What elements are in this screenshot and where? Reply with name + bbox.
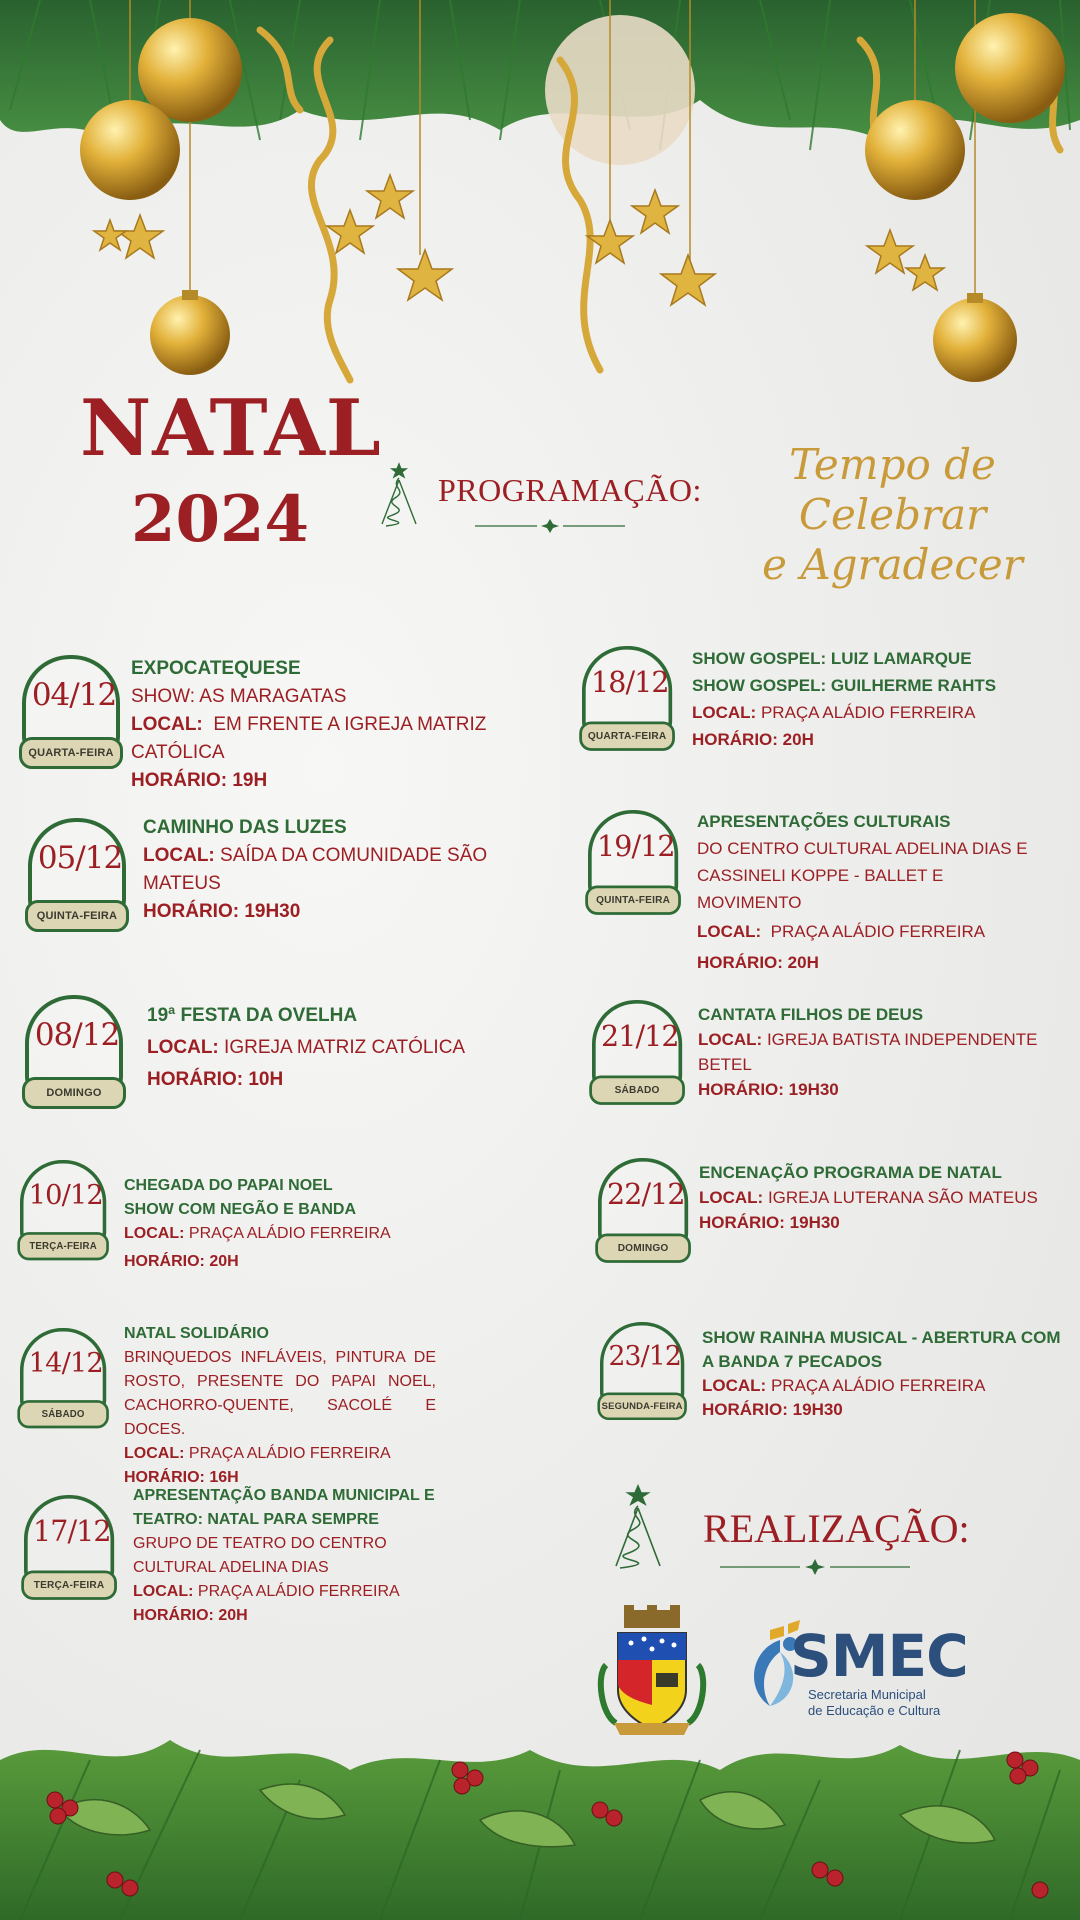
event-horario: HORÁRIO: 10H bbox=[147, 1069, 284, 1090]
date-badge bbox=[20, 1160, 112, 1259]
event-local-value: IGREJA MATRIZ CATÓLICA bbox=[224, 1037, 466, 1058]
event-details bbox=[147, 1000, 507, 1096]
local-key: LOCAL: bbox=[702, 1376, 767, 1395]
event-local-value: PRAÇA ALÁDIO FERREIRA bbox=[770, 1376, 986, 1395]
event-weekday: QUARTA-FEIRA bbox=[579, 721, 675, 750]
event-horario: HORÁRIO: 19H30 bbox=[143, 901, 301, 922]
local-key: LOCAL: bbox=[143, 845, 215, 866]
event-details bbox=[697, 808, 1047, 976]
event-date: 10/12 bbox=[28, 1179, 103, 1212]
event-title: EXPOCATEQUESE bbox=[131, 658, 301, 679]
event-weekday: QUARTA-FEIRA bbox=[19, 737, 123, 769]
event-local bbox=[124, 1222, 464, 1246]
event-local-value: PRAÇA ALÁDIO FERREIRA bbox=[197, 1583, 400, 1600]
event-date: 18/12 bbox=[591, 666, 669, 700]
date-badge bbox=[582, 646, 678, 749]
event-title: NATAL SOLIDÁRIO bbox=[124, 1325, 269, 1342]
event-weekday: SÁBADO bbox=[17, 1400, 109, 1428]
event-weekday: SÁBADO bbox=[589, 1075, 685, 1104]
local-key: LOCAL: bbox=[697, 922, 762, 941]
date-badge bbox=[592, 1000, 688, 1103]
slogan-line-1: Tempo de Celebrar bbox=[789, 440, 996, 539]
event-title: APRESENTAÇÕES CULTURAIS bbox=[697, 812, 951, 831]
christmas-tree-icon bbox=[598, 1482, 678, 1572]
slogan-line-2: e Agradecer bbox=[762, 540, 1023, 589]
event-title-2: A BANDA 7 PECADOS bbox=[702, 1352, 883, 1371]
event-local-value: PRAÇA ALÁDIO FERREIRA bbox=[188, 1225, 391, 1242]
event-date: 21/12 bbox=[601, 1020, 679, 1054]
event-title-2: TEATRO: NATAL PARA SEMPRE bbox=[133, 1511, 379, 1528]
event-extra: BRINQUEDOS INFLÁVEIS, PINTURA DE ROSTO, PRESENTE DO PAPAI NOEL, CACHORRO-QUENTE, SACOLÉ E DOCES. bbox=[124, 1349, 436, 1438]
event-weekday: SEGUNDA-FEIRA bbox=[597, 1393, 686, 1421]
event-title-2: SHOW COM NEGÃO E BANDA bbox=[124, 1201, 356, 1218]
event-local-value: IGREJA LUTERANA SÃO MATEUS bbox=[767, 1188, 1038, 1207]
event-local bbox=[124, 1442, 436, 1466]
event-local bbox=[143, 842, 503, 898]
event-title: SHOW GOSPEL: LUIZ LAMARQUE bbox=[692, 649, 972, 668]
local-key: LOCAL: bbox=[692, 703, 757, 722]
date-badge bbox=[588, 810, 684, 913]
ornaments-garland bbox=[0, 0, 1080, 400]
event-details bbox=[698, 1002, 1078, 1102]
page-year: 2024 bbox=[130, 482, 310, 557]
event-title: CAMINHO DAS LUZES bbox=[143, 817, 347, 838]
event-title: APRESENTAÇÃO BANDA MUNICIPAL E bbox=[133, 1487, 435, 1504]
event-local bbox=[147, 1032, 507, 1064]
event-local-value: IGREJA BATISTA INDEPENDENTE BETEL bbox=[698, 1030, 1038, 1074]
slogan bbox=[715, 440, 1070, 590]
event-local bbox=[131, 711, 561, 767]
page-title: NATAL bbox=[80, 383, 382, 474]
event-weekday: QUINTA-FEIRA bbox=[585, 885, 681, 914]
local-key: LOCAL: bbox=[698, 1030, 763, 1049]
event-date: 22/12 bbox=[607, 1178, 685, 1212]
event-date: 23/12 bbox=[608, 1340, 681, 1372]
date-badge bbox=[20, 1328, 112, 1427]
event-horario: HORÁRIO: 20H bbox=[133, 1607, 248, 1624]
event-local bbox=[702, 1374, 1072, 1398]
event-details bbox=[124, 1322, 436, 1490]
local-key: LOCAL: bbox=[699, 1188, 764, 1207]
holly-garland bbox=[0, 1720, 1080, 1920]
event-horario: HORÁRIO: 20H bbox=[692, 730, 814, 749]
local-key: LOCAL: bbox=[147, 1037, 219, 1058]
event-title: CANTATA FILHOS DE DEUS bbox=[698, 1005, 924, 1024]
event-weekday: DOMINGO bbox=[22, 1077, 126, 1109]
local-key: LOCAL: bbox=[124, 1225, 185, 1242]
event-title-2: SHOW GOSPEL: GUILHERME RAHTS bbox=[692, 676, 997, 695]
divider-ornament bbox=[720, 1558, 910, 1576]
event-details bbox=[133, 1484, 473, 1628]
event-local bbox=[692, 699, 1072, 726]
christmas-tree-icon bbox=[368, 460, 430, 530]
date-badge bbox=[22, 655, 126, 767]
event-local-value: PRAÇA ALÁDIO FERREIRA bbox=[760, 703, 976, 722]
event-title: ENCENAÇÃO PROGRAMA DE NATAL bbox=[699, 1163, 1002, 1182]
event-title: CHEGADA DO PAPAI NOEL bbox=[124, 1177, 333, 1194]
event-horario: HORÁRIO: 19H30 bbox=[699, 1213, 840, 1232]
local-key: LOCAL: bbox=[124, 1445, 185, 1462]
event-horario: HORÁRIO: 20H bbox=[124, 1253, 239, 1270]
smec-logo-title: SMEC bbox=[790, 1622, 968, 1690]
event-local-value: PRAÇA ALÁDIO FERREIRA bbox=[770, 922, 986, 941]
event-local-value: SAÍDA DA COMUNIDADE SÃO MATEUS bbox=[143, 845, 488, 894]
event-local-value: EM FRENTE A IGREJA MATRIZ CATÓLICA bbox=[131, 714, 487, 763]
event-weekday: TERÇA-FEIRA bbox=[21, 1570, 117, 1599]
event-details bbox=[702, 1326, 1072, 1422]
event-horario: HORÁRIO: 20H bbox=[697, 953, 819, 972]
event-date: 08/12 bbox=[34, 1017, 120, 1053]
event-weekday: QUINTA-FEIRA bbox=[25, 900, 129, 932]
event-title: SHOW RAINHA MUSICAL - ABERTURA COM bbox=[702, 1328, 1061, 1347]
event-details bbox=[124, 1174, 464, 1274]
event-weekday: DOMINGO bbox=[595, 1233, 691, 1262]
event-horario: HORÁRIO: 19H30 bbox=[698, 1080, 839, 1099]
event-horario: HORÁRIO: 16H bbox=[124, 1469, 239, 1486]
event-weekday: TERÇA-FEIRA bbox=[17, 1232, 109, 1260]
event-details bbox=[699, 1160, 1069, 1235]
event-details bbox=[143, 814, 503, 926]
smec-logo-subtitle bbox=[808, 1687, 940, 1719]
event-date: 04/12 bbox=[31, 677, 117, 713]
local-key: LOCAL: bbox=[133, 1583, 194, 1600]
event-horario: HORÁRIO: 19H bbox=[131, 770, 268, 791]
smec-subtitle-line-1: Secretaria Municipal bbox=[808, 1687, 926, 1702]
event-local-value: PRAÇA ALÁDIO FERREIRA bbox=[188, 1445, 391, 1462]
event-horario: HORÁRIO: 19H30 bbox=[702, 1400, 843, 1419]
event-date: 17/12 bbox=[33, 1515, 111, 1549]
event-date: 05/12 bbox=[37, 840, 123, 876]
local-key: LOCAL: bbox=[131, 714, 203, 735]
event-date: 14/12 bbox=[28, 1347, 103, 1380]
realizacao-heading: REALIZAÇÃO: bbox=[703, 1506, 970, 1551]
event-local bbox=[133, 1580, 473, 1604]
event-title: 19ª FESTA DA OVELHA bbox=[147, 1005, 358, 1026]
smec-subtitle-line-2: de Educação e Cultura bbox=[808, 1703, 941, 1718]
event-date: 19/12 bbox=[597, 830, 675, 864]
date-badge bbox=[28, 818, 132, 930]
event-local bbox=[698, 1027, 1078, 1077]
divider-ornament bbox=[475, 518, 625, 534]
event-local bbox=[699, 1185, 1069, 1210]
event-details bbox=[131, 655, 561, 795]
event-extra: SHOW: AS MARAGATAS bbox=[131, 686, 347, 707]
date-badge bbox=[598, 1158, 694, 1261]
event-extra: DO CENTRO CULTURAL ADELINA DIAS E CASSINELI KOPPE - BALLET E MOVIMENTO bbox=[697, 839, 1028, 912]
event-details bbox=[692, 645, 1072, 753]
programacao-heading: PROGRAMAÇÃO: bbox=[438, 472, 702, 508]
date-badge bbox=[24, 1495, 120, 1598]
event-extra: GRUPO DE TEATRO DO CENTRO CULTURAL ADELINA DIAS bbox=[133, 1535, 387, 1576]
event-local bbox=[697, 918, 1047, 945]
date-badge bbox=[600, 1322, 689, 1418]
date-badge bbox=[25, 995, 129, 1107]
